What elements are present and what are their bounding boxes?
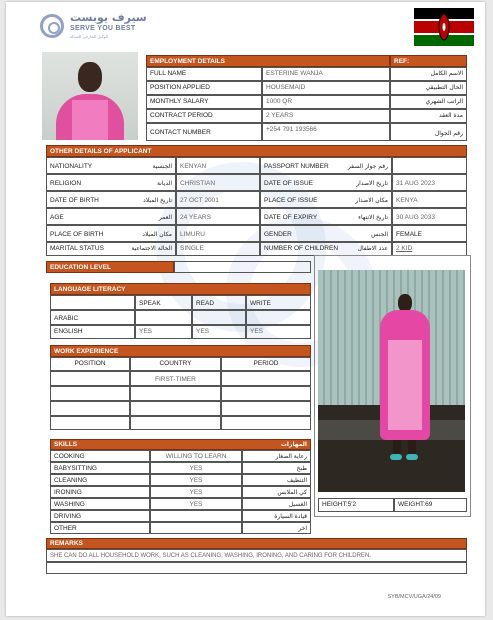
language-col-write: WRITE bbox=[246, 295, 311, 310]
language-row-write bbox=[246, 310, 311, 325]
children-value: 2 KID bbox=[396, 245, 413, 252]
other-details-value bbox=[176, 157, 260, 174]
language-row-name: ENGLISH bbox=[50, 325, 135, 339]
date-of-issue-arabic: تاريخ الاصدار bbox=[356, 180, 388, 187]
document-code: SYB/MCV/UGA/24/09 bbox=[387, 594, 441, 600]
skills-header bbox=[50, 439, 311, 450]
work-row-period bbox=[221, 401, 311, 416]
skill-value: WILLING TO LEARN bbox=[150, 450, 242, 462]
other-details-row bbox=[260, 157, 392, 174]
employment-details-header: EMPLOYMENT DETAILS bbox=[146, 55, 390, 67]
place-of-issue-value: KENYA bbox=[396, 197, 418, 204]
other-details-value bbox=[392, 157, 467, 174]
skill-value: YES bbox=[150, 486, 242, 498]
language-row-write: YES bbox=[246, 325, 311, 339]
other-details-row bbox=[46, 225, 176, 242]
employment-row bbox=[146, 95, 262, 109]
skill-label: OTHER bbox=[50, 522, 150, 534]
cv-page bbox=[6, 2, 485, 616]
other-details-row bbox=[46, 174, 176, 191]
work-row-period bbox=[221, 386, 311, 401]
other-details-value bbox=[176, 174, 260, 191]
dob-label: DATE OF BIRTH bbox=[50, 197, 99, 204]
contact-label: CONTACT NUMBER bbox=[150, 129, 211, 136]
skill-value bbox=[150, 522, 242, 534]
remarks-blank-row bbox=[46, 562, 467, 574]
skill-value: YES bbox=[150, 498, 242, 510]
place-of-birth-arabic: مكان الميلاد bbox=[142, 231, 172, 238]
language-row-read: YES bbox=[192, 325, 246, 339]
contract-label: CONTRACT PERIOD bbox=[150, 112, 213, 119]
full-body-photo-frame bbox=[314, 255, 471, 517]
skill-arabic-text: التنظيف bbox=[286, 477, 307, 484]
skills-title: SKILLS bbox=[54, 441, 78, 448]
full-name-value: ESTERINE WANJA bbox=[266, 70, 323, 77]
skill-value: YES bbox=[150, 462, 242, 474]
other-details-row bbox=[46, 191, 176, 208]
employment-row-arabic bbox=[390, 81, 467, 95]
remarks-header: REMARKS bbox=[46, 538, 467, 549]
other-details-value bbox=[176, 208, 260, 225]
gender-label: GENDER bbox=[264, 231, 292, 238]
skill-label: DRIVING bbox=[50, 510, 150, 522]
contact-arabic: رقم الجوال bbox=[434, 130, 463, 137]
religion-value: CHRISTIAN bbox=[180, 180, 216, 187]
other-details-row bbox=[260, 225, 392, 242]
skill-arabic-text: طبخ bbox=[296, 465, 307, 472]
date-of-issue-label: DATE OF ISSUE bbox=[264, 180, 313, 187]
skill-arabic bbox=[242, 498, 311, 510]
position-value: HOUSEMAID bbox=[266, 84, 306, 91]
other-details-value bbox=[176, 191, 260, 208]
skill-arabic-text: رعاية الصغار bbox=[275, 453, 307, 460]
skill-value: YES bbox=[150, 474, 242, 486]
work-row-country bbox=[130, 386, 221, 401]
age-label: AGE bbox=[50, 214, 64, 221]
other-details-row bbox=[46, 242, 176, 256]
marital-status-value: SINGLE bbox=[180, 245, 204, 252]
employment-row bbox=[146, 67, 262, 81]
education-level-value bbox=[174, 261, 311, 273]
work-col-country: COUNTRY bbox=[130, 357, 221, 371]
children-arabic: عدد الاطفال bbox=[357, 245, 388, 252]
work-row-position bbox=[50, 371, 130, 386]
employment-row-arabic bbox=[390, 67, 467, 81]
nationality-value: KENYAN bbox=[180, 163, 207, 170]
work-col-position: POSITION bbox=[50, 357, 130, 371]
marital-status-arabic: الحالة الاجتماعية bbox=[131, 245, 172, 252]
dob-value: 27 OCT 2001 bbox=[180, 197, 219, 204]
dob-arabic: تاريخ الميلاد bbox=[143, 197, 172, 204]
logo-name: SERVE YOU BEST bbox=[70, 25, 136, 32]
age-value: 24 YEARS bbox=[180, 214, 211, 221]
age-arabic: العمر bbox=[158, 214, 172, 221]
passport-arabic: رقم جواز السفر bbox=[347, 163, 388, 170]
work-row-country: FIRST-TIMER bbox=[130, 371, 221, 386]
education-level-header: EDUCATION LEVEL bbox=[46, 261, 174, 273]
employment-row-value bbox=[262, 95, 390, 109]
passport-label: PASSPORT NUMBER bbox=[264, 163, 329, 170]
skills-title-arabic: المهارات bbox=[280, 441, 307, 448]
work-row-country bbox=[130, 416, 221, 430]
place-of-issue-arabic: مكان الاصدار bbox=[355, 197, 388, 204]
skill-arabic-text: الغسيل bbox=[288, 501, 307, 508]
work-experience-header: WORK EXPERIENCE bbox=[50, 345, 311, 357]
religion-arabic: الديانة bbox=[156, 180, 172, 187]
skill-value bbox=[150, 510, 242, 522]
skill-label: CLEANING bbox=[50, 474, 150, 486]
employment-row-value bbox=[262, 81, 390, 95]
employment-row bbox=[146, 109, 262, 123]
kenya-flag-icon bbox=[414, 8, 474, 46]
employment-row bbox=[146, 81, 262, 95]
nationality-arabic: الجنسية bbox=[152, 163, 172, 170]
language-col-speak: SPEAK bbox=[135, 295, 192, 310]
skill-label: IRONING bbox=[50, 486, 150, 498]
other-details-value bbox=[392, 174, 467, 191]
other-details-row bbox=[46, 208, 176, 225]
full-name-label: FULL NAME bbox=[150, 70, 187, 77]
language-col-blank bbox=[50, 295, 135, 310]
other-details-value bbox=[392, 191, 467, 208]
other-details-value bbox=[176, 242, 260, 256]
language-row-speak: YES bbox=[135, 325, 192, 339]
applicant-portrait-photo bbox=[42, 52, 138, 140]
employment-row-value bbox=[262, 109, 390, 123]
full-name-arabic: الاسم الكامل bbox=[430, 70, 463, 77]
language-row-read bbox=[192, 310, 246, 325]
contract-arabic: مدة العقد bbox=[439, 112, 463, 119]
skill-label: BABYSITTING bbox=[50, 462, 150, 474]
language-literacy-header: LANGUAGE LITERACY bbox=[50, 283, 311, 295]
work-row-country bbox=[130, 401, 221, 416]
religion-label: RELIGION bbox=[50, 180, 82, 187]
gender-value: FEMALE bbox=[396, 231, 423, 238]
weight-value: WEIGHT:69 bbox=[394, 498, 467, 512]
salary-arabic: الراتب الشهري bbox=[425, 98, 463, 105]
employment-row-value bbox=[262, 123, 390, 141]
place-of-issue-label: PLACE OF ISSUE bbox=[264, 197, 318, 204]
position-arabic: الحال التطبيقي bbox=[425, 84, 463, 91]
other-details-value bbox=[392, 242, 467, 256]
work-row-position bbox=[50, 386, 130, 401]
other-details-row bbox=[46, 157, 176, 174]
other-details-row bbox=[260, 208, 392, 225]
other-details-row bbox=[260, 191, 392, 208]
other-details-row bbox=[260, 242, 392, 256]
ref-header: REF: bbox=[390, 55, 467, 67]
work-row-period bbox=[221, 371, 311, 386]
employment-row-value bbox=[262, 67, 390, 81]
salary-value: 1000 QR bbox=[266, 98, 293, 105]
language-row-name: ARABIC bbox=[50, 310, 135, 325]
place-of-birth-value: LIMURU bbox=[180, 231, 205, 238]
other-details-header: OTHER DETAILS OF APPLICANT bbox=[46, 145, 467, 157]
language-col-read: READ bbox=[192, 295, 246, 310]
skill-arabic-text: كي الملابس bbox=[277, 489, 307, 496]
other-details-value bbox=[392, 225, 467, 242]
skill-label: WASHING bbox=[50, 498, 150, 510]
date-of-expiry-arabic: تاريخ الانتهاء bbox=[358, 214, 388, 221]
contact-value: +254 791 193566 bbox=[266, 126, 317, 133]
company-logo-icon bbox=[40, 14, 64, 38]
skill-label: COOKING bbox=[50, 450, 150, 462]
contract-value: 2 YEARS bbox=[266, 112, 294, 119]
remarks-text: SHE CAN DO ALL HOUSEHOLD WORK, SUCH AS CLEANING, WASHING, IRONING, AND CARING FOR CHILDREN. bbox=[46, 549, 467, 562]
employment-row-arabic bbox=[390, 109, 467, 123]
language-row-speak bbox=[135, 310, 192, 325]
salary-label: MONTHLY SALARY bbox=[150, 98, 209, 105]
employment-row-arabic bbox=[390, 123, 467, 141]
children-label: NUMBER OF CHILDREN bbox=[264, 245, 339, 252]
skill-arabic bbox=[242, 486, 311, 498]
date-of-expiry-label: DATE OF EXPIRY bbox=[264, 214, 318, 221]
work-row-period bbox=[221, 416, 311, 430]
skill-arabic bbox=[242, 474, 311, 486]
marital-status-label: MARITAL STATUS bbox=[50, 245, 104, 252]
nationality-label: NATIONALITY bbox=[50, 163, 93, 170]
skill-arabic-text: قيادة السيارة bbox=[274, 513, 307, 520]
employment-row-arabic bbox=[390, 95, 467, 109]
place-of-birth-label: PLACE OF BIRTH bbox=[50, 231, 104, 238]
work-row-position bbox=[50, 401, 130, 416]
other-details-row bbox=[260, 174, 392, 191]
skill-arabic bbox=[242, 522, 311, 534]
position-label: POSITION APPLIED bbox=[150, 84, 210, 91]
other-details-value bbox=[176, 225, 260, 242]
height-value: HEIGHT:5'2 bbox=[318, 498, 394, 512]
date-of-expiry-value: 30 AUG 2033 bbox=[396, 214, 436, 221]
skill-arabic bbox=[242, 510, 311, 522]
skill-arabic bbox=[242, 450, 311, 462]
gender-arabic: الجنس bbox=[371, 231, 388, 238]
logo-arabic-name: سيرف يوبست bbox=[70, 11, 147, 24]
other-details-value bbox=[392, 208, 467, 225]
skill-arabic bbox=[242, 462, 311, 474]
logo-tagline: الوكيل الخارجي للعمالة bbox=[70, 34, 108, 39]
work-col-period: PERIOD bbox=[221, 357, 311, 371]
employment-row bbox=[146, 123, 262, 141]
date-of-issue-value: 31 AUG 2023 bbox=[396, 180, 436, 187]
work-row-position bbox=[50, 416, 130, 430]
skill-arabic-text: اخر bbox=[298, 525, 307, 532]
